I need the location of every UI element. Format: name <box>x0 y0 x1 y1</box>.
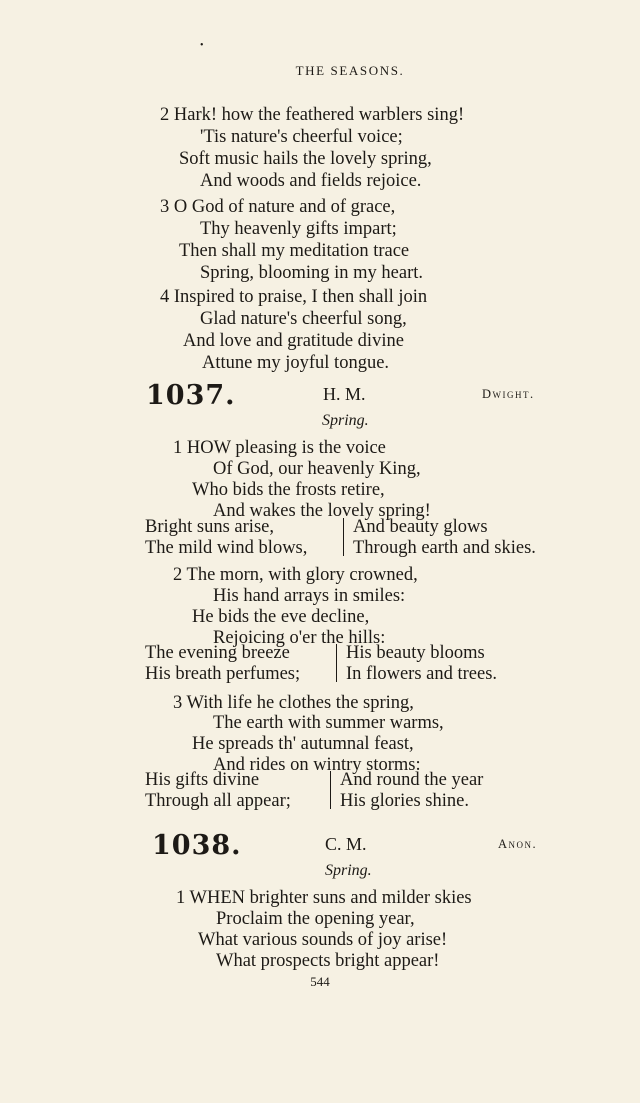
hymn-composer: Dwight. <box>482 387 535 401</box>
split-line-right: Through earth and skies. <box>353 538 536 558</box>
stanza-line: He spreads th' autumnal feast, <box>192 734 414 754</box>
stanza-line: 4 Inspired to praise, I then shall join <box>160 287 428 307</box>
column-divider <box>336 644 337 682</box>
stanza-line: Attune my joyful tongue. <box>202 353 390 373</box>
page-number: 544 <box>310 974 330 989</box>
stanza-line: And woods and fields rejoice. <box>200 171 422 191</box>
split-line-right: In flowers and trees. <box>346 664 498 684</box>
stanza-line: And love and gratitude divine <box>183 331 404 351</box>
column-divider <box>330 771 331 809</box>
split-line-left: The mild wind blows, <box>145 538 308 558</box>
stanza-line: Thy heavenly gifts impart; <box>200 219 397 239</box>
stanza-line: The earth with summer warms, <box>213 713 444 733</box>
stanza-line: He bids the eve decline, <box>192 607 370 627</box>
hymn-subtitle: Spring. <box>325 862 372 879</box>
split-line-left: His gifts divine <box>145 770 260 790</box>
stanza-line: 3 O God of nature and of grace, <box>160 197 396 217</box>
stanza-line: 2 The morn, with glory crowned, <box>173 565 418 585</box>
stanza-line: His hand arrays in smiles: <box>213 586 406 606</box>
split-line-right: His glories shine. <box>340 791 469 811</box>
stanza-line: Proclaim the opening year, <box>216 909 415 929</box>
printer-mark: • <box>200 40 204 51</box>
stanza-line: 2 Hark! how the feathered warblers sing! <box>160 105 465 125</box>
stanza-line: Of God, our heavenly King, <box>213 459 421 479</box>
split-line-right: His beauty blooms <box>346 643 485 663</box>
column-divider <box>343 518 344 556</box>
split-line-right: And beauty glows <box>353 517 488 537</box>
split-line-right: And round the year <box>340 770 484 790</box>
hymn-subtitle: Spring. <box>322 412 369 429</box>
running-head: THE SEASONS. <box>295 63 405 78</box>
stanza-line: Then shall my meditation trace <box>179 241 410 261</box>
stanza-line: Glad nature's cheerful song, <box>200 309 407 329</box>
stanza-line: And rides on wintry storms: <box>213 755 421 775</box>
split-line-left: The evening breeze <box>145 643 290 663</box>
stanza-line: 3 With life he clothes the spring, <box>173 693 414 713</box>
hymn-number: 1037. <box>146 380 236 411</box>
stanza-line: What prospects bright appear! <box>216 951 440 971</box>
stanza-line: Soft music hails the lovely spring, <box>179 149 432 169</box>
stanza-line: 'Tis nature's cheerful voice; <box>200 127 403 147</box>
stanza-line: Who bids the frosts retire, <box>192 480 385 500</box>
hymn-number: 1038. <box>152 830 242 861</box>
hymn-composer: Anon. <box>498 837 538 851</box>
split-line-left: His breath perfumes; <box>145 664 301 684</box>
split-line-left: Bright suns arise, <box>145 517 274 537</box>
stanza-line: And wakes the lovely spring! <box>213 501 431 521</box>
stanza-line: 1 WHEN brighter suns and milder skies <box>176 888 472 908</box>
stanza-line: Spring, blooming in my heart. <box>200 263 424 283</box>
split-line-left: Through all appear; <box>145 791 291 811</box>
stanza-line: 1 HOW pleasing is the voice <box>173 438 386 458</box>
hymn-meter: H. M. <box>323 384 366 404</box>
stanza-line: Rejoicing o'er the hills: <box>213 628 386 648</box>
stanza-line: What various sounds of joy arise! <box>198 930 448 950</box>
hymn-meter: C. M. <box>325 834 367 854</box>
